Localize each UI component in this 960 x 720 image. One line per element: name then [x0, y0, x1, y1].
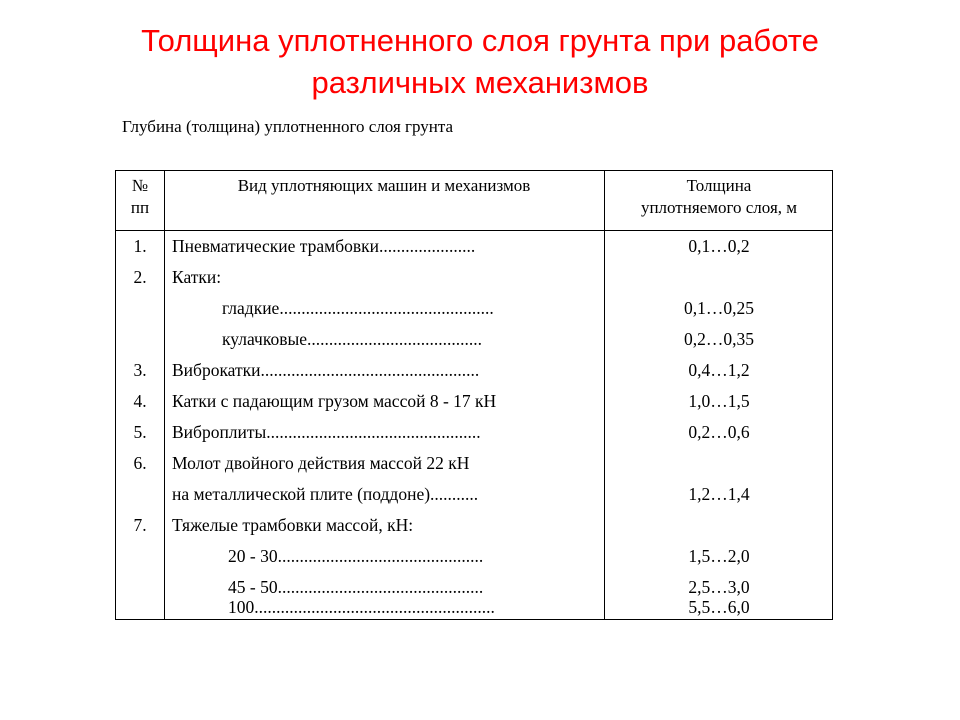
- row-description: Катки с падающим грузом массой 8 - 17 кН: [172, 391, 497, 411]
- row-number: 1.: [133, 236, 147, 256]
- row-description: на металлической плите (поддоне)...........: [172, 484, 479, 504]
- row-number: 2.: [133, 267, 147, 287]
- row-description: 100.......................................................: [228, 597, 495, 617]
- slide-title-line2: различных механизмов: [311, 65, 649, 100]
- header-thickness: [604, 175, 834, 219]
- row-thickness: 0,4…1,2: [688, 360, 750, 380]
- row-thickness: 1,2…1,4: [688, 484, 750, 504]
- row-thickness: 0,2…0,35: [684, 329, 754, 349]
- row-number: 5.: [133, 422, 147, 442]
- row-thickness: 2,5…3,0: [688, 577, 750, 597]
- row-number: 7.: [133, 515, 147, 535]
- header-thickness-line1: Толщина: [686, 176, 752, 195]
- row-description: Молот двойного действия массой 22 кН: [172, 453, 470, 473]
- row-description: 20 - 30...............................................: [228, 546, 484, 566]
- slide-title-line1: Толщина уплотненного слоя грунта при работе: [141, 23, 819, 58]
- row-description: гладкие.................................................: [222, 298, 494, 318]
- row-description: Тяжелые трамбовки массой, кН:: [172, 515, 414, 535]
- row-thickness: 1,0…1,5: [688, 391, 750, 411]
- header-number: [116, 175, 164, 219]
- header-number-line1: №: [131, 176, 149, 195]
- row-number: 3.: [133, 360, 147, 380]
- header-thickness-line2: уплотняемого слоя, м: [640, 198, 798, 217]
- row-description: Катки:: [172, 267, 222, 287]
- header-machine-type: Вид уплотняющих машин и механизмов: [237, 176, 531, 195]
- header-number-line2: пп: [130, 198, 150, 217]
- row-thickness: 0,1…0,2: [688, 236, 750, 256]
- row-thickness: 0,1…0,25: [684, 298, 754, 318]
- row-thickness: 1,5…2,0: [688, 546, 750, 566]
- row-description: Виброкатки..................................................: [172, 360, 480, 380]
- row-description: Пневматические трамбовки......................: [172, 236, 476, 256]
- table-caption: Глубина (толщина) уплотненного слоя грунта: [122, 117, 454, 136]
- column-divider: [164, 171, 165, 619]
- row-thickness: 0,2…0,6: [688, 422, 750, 442]
- row-thickness: 5,5…6,0: [688, 597, 750, 617]
- row-number: 4.: [133, 391, 147, 411]
- row-description: 45 - 50...............................................: [228, 577, 484, 597]
- row-description: кулачковые........................................: [222, 329, 482, 349]
- row-number: 6.: [133, 453, 147, 473]
- compaction-table: [115, 170, 833, 620]
- slide-title: [0, 20, 960, 104]
- row-description: Виброплиты.................................................: [172, 422, 481, 442]
